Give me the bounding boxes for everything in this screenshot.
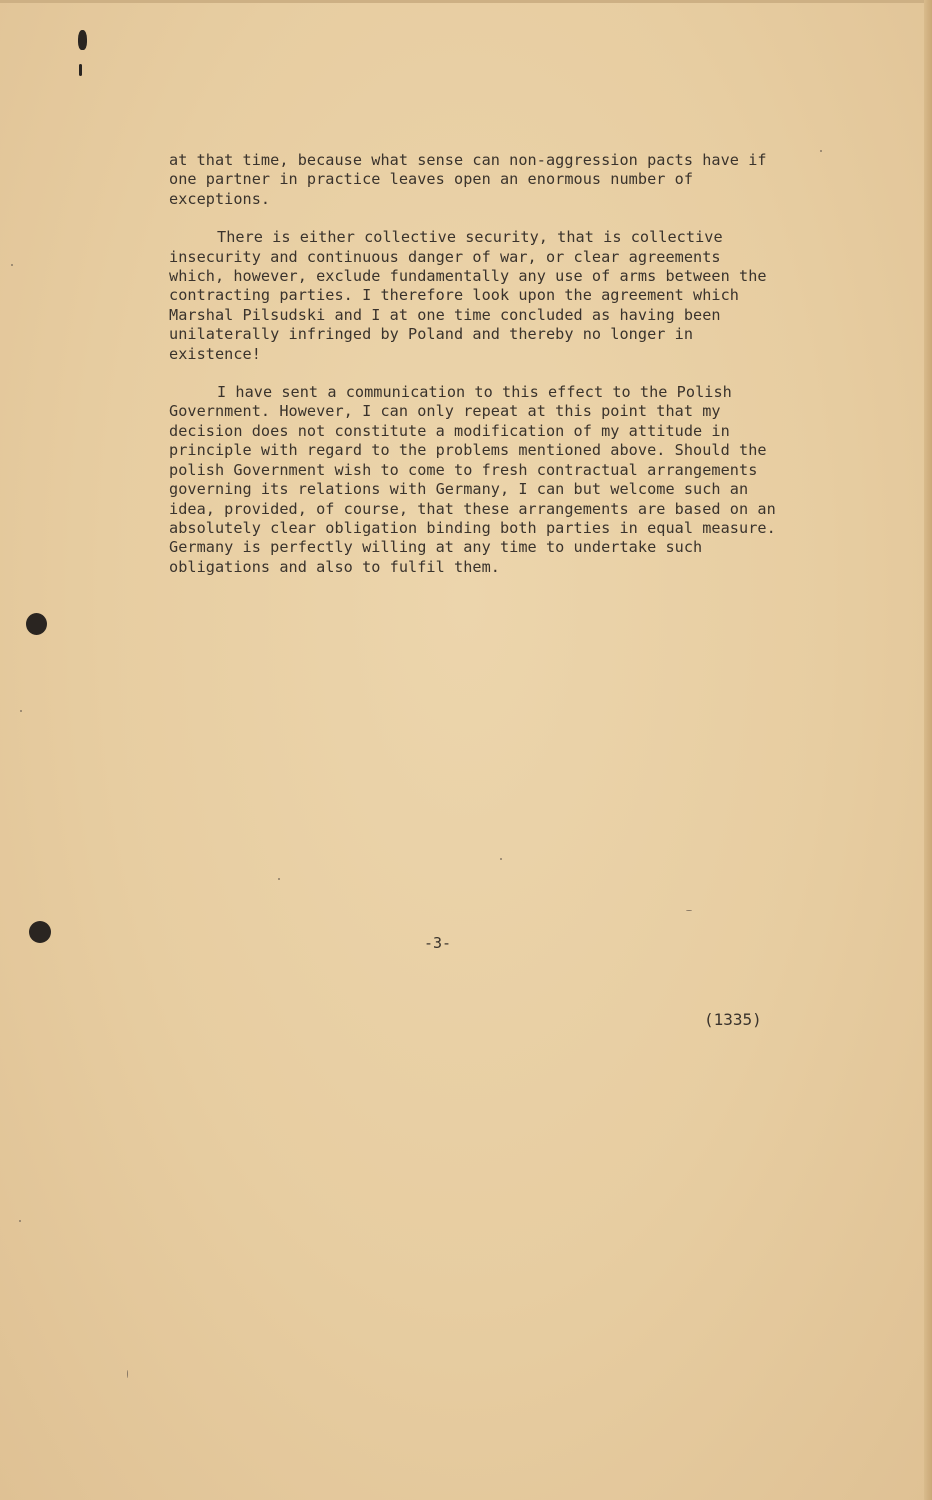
- paper-speck: [19, 1220, 21, 1222]
- binder-mark-small: [79, 64, 82, 76]
- paragraph-communication: I have sent a communication to this effect to the Polish Government. However, I can only repeat at this point that my decision does not constitute a modification of my attitude in principle with regard to the problems mentioned above. Should the polish Government wish to come to fresh contractual arrangements governing its relations with Germany, I can but welcome such an idea, provided, of course, that these arrangements are based on an absolutely clear obligation binding both parties in equal measure. Germany is perfectly willing at any time to undertake such obligations and also to fulfil them.: [169, 383, 785, 576]
- punch-hole-middle: [26, 613, 47, 635]
- paper-speck: [11, 264, 13, 266]
- page-top-edge: [0, 0, 932, 3]
- paper-speck: [686, 910, 692, 911]
- page-right-edge: [924, 0, 932, 1500]
- paper-speck: [278, 878, 280, 880]
- paper-speck: [820, 150, 822, 152]
- paragraph-collective-security: There is either collective security, that is collective insecurity and continuous danger of war, or clear agreements which, however, exclude fundamentally any use of arms between the contracting parties. I therefore look upon the agreement which Marshal Pilsudski and I at one time concluded as having been unilaterally infringed by Poland and thereby no longer in existence!: [169, 228, 776, 363]
- paragraph-continuation: at that time, because what sense can non-aggression pacts have if one partner in practice leaves open an enormous number of exceptions.: [169, 151, 776, 208]
- document-number: (1335): [704, 1010, 762, 1029]
- binder-mark-top: [78, 30, 87, 50]
- punch-hole-lower: [29, 921, 51, 943]
- paper-speck: [500, 858, 502, 860]
- paper-speck: [20, 710, 22, 712]
- page-number: -3-: [424, 934, 452, 952]
- paper-speck: [127, 1370, 128, 1378]
- body-text: [169, 151, 785, 596]
